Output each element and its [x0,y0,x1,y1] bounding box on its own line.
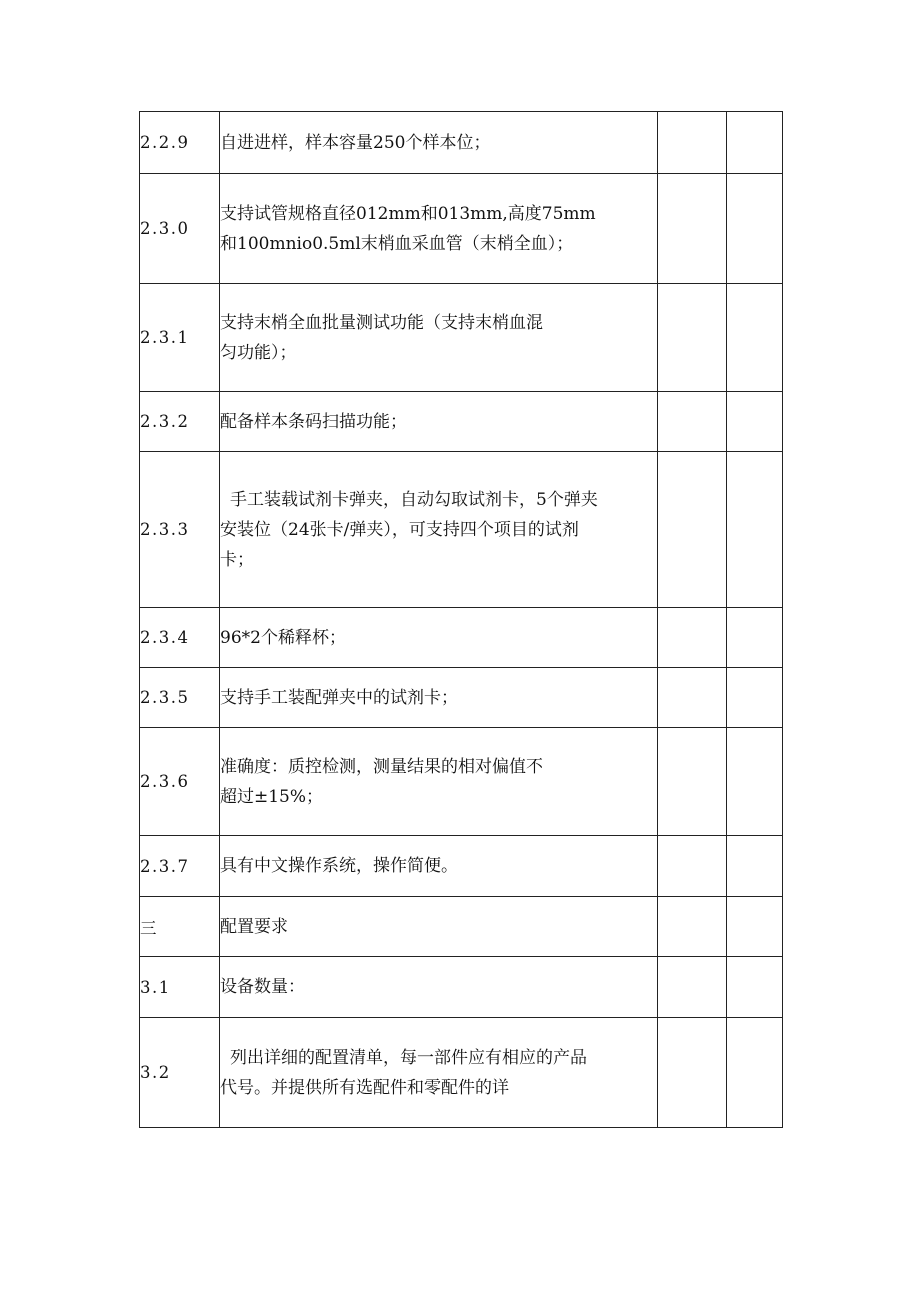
description-line: 匀功能）； [220,342,297,363]
description-line: 96*2个稀释杯； [220,627,346,648]
table-row [140,284,783,392]
item-description [220,112,658,174]
description-line: 手工装载试剂卡弹夹，自动勾取试剂卡，5个弹夹 [230,489,598,510]
blank-cell [658,897,727,957]
table-row [140,728,783,836]
item-number: 2.2.9 [140,112,220,174]
blank-cell [727,897,783,957]
blank-cell [658,284,727,392]
blank-cell [658,728,727,836]
blank-cell [727,668,783,728]
table-row [140,112,783,174]
blank-cell [727,836,783,897]
table-row [140,452,783,608]
spec-table [139,111,783,1128]
section-number: 三 [140,897,220,957]
item-description [220,284,658,392]
description-line: 配备样本条码扫描功能； [220,411,407,432]
blank-cell [658,392,727,452]
table-row [140,392,783,452]
blank-cell [658,1018,727,1128]
blank-cell [727,112,783,174]
table-row [140,957,783,1018]
item-number: 2.3.5 [140,668,220,728]
description-line: 超过±15%； [220,786,324,807]
blank-cell [658,608,727,668]
table-row [140,668,783,728]
table-row [140,1018,783,1128]
item-description [220,452,658,608]
item-number: 2.3.2 [140,392,220,452]
description-line: 设备数量： [220,977,305,997]
blank-cell [658,174,727,284]
blank-cell [727,174,783,284]
blank-cell [658,452,727,608]
blank-cell [658,668,727,728]
section-heading [220,897,658,957]
description-line: 支持试管规格直径012mm和013mm,高度75mm [220,203,596,224]
item-number: 2.3.3 [140,452,220,608]
description-line: 安装位（24张卡/弹夹），可支持四个项目的试剂 [220,519,579,540]
item-description [220,174,658,284]
description-line: 和100mnio0.5ml末梢血采血管（末梢全血）； [220,233,574,254]
blank-cell [658,112,727,174]
item-description [220,728,658,836]
table-row [140,897,783,957]
item-description [220,668,658,728]
item-number: 2.3.4 [140,608,220,668]
item-description [220,836,658,897]
blank-cell [727,284,783,392]
description-line: 具有中文操作系统，操作简便。 [220,856,458,876]
description-line: 支持手工装配弹夹中的试剂卡； [220,687,458,708]
blank-cell [727,728,783,836]
item-number: 3.1 [140,957,220,1018]
item-number: 2.3.1 [140,284,220,392]
item-description [220,608,658,668]
table-row [140,608,783,668]
blank-cell [727,452,783,608]
blank-cell [727,608,783,668]
blank-cell [727,392,783,452]
description-line: 自进进样，样本容量250个样本位； [220,132,491,153]
description-line: 配置要求 [220,916,288,937]
blank-cell [727,1018,783,1128]
description-line: 准确度：质控检测，测量结果的相对偏值不 [220,756,543,777]
blank-cell [658,957,727,1018]
blank-cell [727,957,783,1018]
item-description [220,392,658,452]
table-row [140,174,783,284]
item-number: 2.3.0 [140,174,220,284]
item-number: 2.3.6 [140,728,220,836]
description-line: 代号。并提供所有选配件和零配件的详 [220,1077,509,1098]
table-row [140,836,783,897]
item-description [220,957,658,1018]
description-line: 支持末梢全血批量测试功能（支持末梢血混 [220,312,543,333]
item-description [220,1018,658,1128]
blank-cell [658,836,727,897]
description-line: 列出详细的配置清单，每一部件应有相应的产品 [230,1047,587,1068]
item-number: 2.3.7 [140,836,220,897]
description-line: 卡； [220,549,254,570]
item-number: 3.2 [140,1018,220,1128]
